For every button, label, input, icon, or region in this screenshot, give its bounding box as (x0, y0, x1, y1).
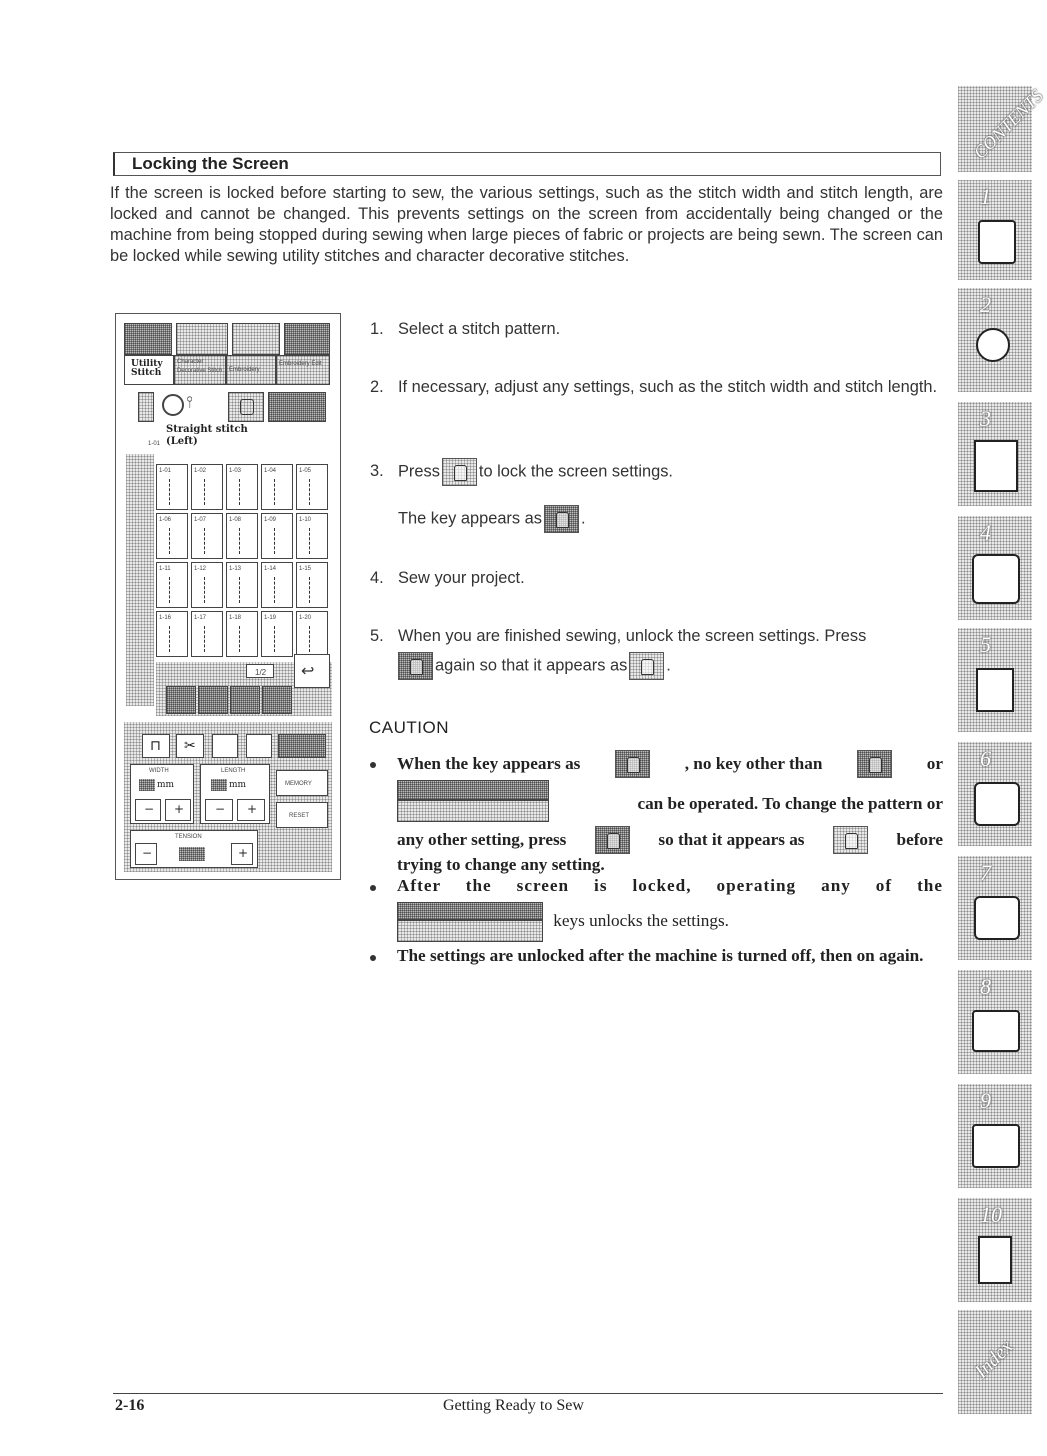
stitch-cell[interactable] (261, 611, 293, 657)
embroidery-edit-mode-key[interactable] (284, 323, 330, 355)
tab-chapter-9[interactable]: 9 (958, 1084, 1032, 1188)
character-mode-key[interactable] (176, 323, 228, 355)
lcd-panel-illustration (115, 313, 341, 880)
stitch-cell-label: 1-10 (299, 517, 312, 523)
tab-chapter-5[interactable]: 5 (958, 628, 1032, 732)
scissors-icon: ✂ (184, 737, 196, 753)
stitch-cell[interactable] (261, 513, 293, 559)
locked-key-inline (857, 750, 892, 778)
lock-key-inline (442, 458, 477, 486)
documents-icon (978, 1236, 1012, 1284)
tension-box: TENSION − + (130, 830, 258, 868)
caution-bullet-1-line-2: can be operated. To change the pattern or (397, 780, 943, 828)
thread-cutter-key[interactable] (176, 734, 204, 758)
stitch-cell-label: 1-18 (229, 615, 242, 621)
step-3: 3. Press to lock the screen settings. (370, 458, 673, 486)
tab-character[interactable]: Character Decorative Stitch (174, 355, 226, 385)
stitch-cell-label: 1-12 (194, 566, 207, 572)
stitch-pattern-icon (309, 577, 318, 603)
stitch-cell[interactable] (191, 611, 223, 657)
stitch-pattern-icon (239, 479, 248, 505)
bullet-dot (370, 762, 376, 768)
length-value (211, 779, 227, 791)
chapter-name: Getting Ready to Sew (443, 1397, 584, 1414)
stitch-cell-label: 1-09 (264, 517, 277, 523)
needle-stop-key[interactable] (212, 734, 238, 758)
stitch-cell-label: 1-08 (229, 517, 242, 523)
width-box: WIDTH mm − + (130, 764, 194, 824)
stitch-cell-label: 1-02 (194, 468, 207, 474)
memory-button[interactable]: MEMORY (276, 770, 328, 796)
stitch-position: (Left) (166, 436, 198, 447)
intro-paragraph: If the screen is locked before starting to sew, the various settings, such as the stitch width and stitch length, are locked and cannot be changed. This prevents settings on the screen from accidentally being changed or the machine from being stopped during sewing when large pieces of fabric or projects are being sewn. The screen can be locked while sewing utility stitches and character decorative stitches. (110, 184, 943, 265)
stitch-pattern-icon (239, 528, 248, 554)
stitch-category-key-2[interactable] (198, 686, 228, 714)
caution-bullet-1-line-3: any other setting, press so that it appears as before (397, 826, 943, 854)
troubleshooting-icon (972, 1124, 1020, 1168)
bullet-dot (370, 955, 376, 961)
tab-contents[interactable]: CONTENTS (958, 86, 1032, 172)
length-box: LENGTH mm − + (200, 764, 270, 824)
tab-embroidery-edit[interactable]: Embroidery Edit (276, 355, 330, 385)
stitch-cell-label: 1-15 (299, 566, 312, 572)
stitch-cell[interactable] (156, 513, 188, 559)
embroidery-frame-icon (976, 668, 1014, 712)
stitch-pattern-icon (169, 479, 178, 505)
tab-chapter-8[interactable]: 8 (958, 970, 1032, 1074)
tab-chapter-3[interactable]: 3 (958, 402, 1032, 506)
step-5-cont: again so that it appears as . (396, 652, 671, 680)
shirt-icon (974, 440, 1018, 492)
stitch-cell[interactable] (191, 513, 223, 559)
stitch-cell[interactable] (226, 611, 258, 657)
screen-lock-key[interactable] (228, 392, 264, 422)
stitch-cell[interactable] (156, 464, 188, 510)
stitch-cell-label: 1-11 (159, 566, 171, 572)
section-title: Locking the Screen (132, 154, 289, 173)
caution-bullet-2-line-2: keys unlocks the settings. (397, 902, 729, 942)
step-1: 1. Select a stitch pattern. (370, 320, 561, 338)
stitch-cell[interactable] (226, 562, 258, 608)
stitch-cell-label: 1-19 (264, 615, 277, 621)
stitch-pattern-icon (274, 479, 283, 505)
caution-title: CAUTION (369, 718, 449, 737)
stitch-cell[interactable] (156, 562, 188, 608)
stitch-pattern-icon (274, 528, 283, 554)
stitch-cell-label: 1-16 (159, 615, 172, 621)
stitch-cell-label: 1-04 (264, 468, 277, 474)
bobbin-icon (162, 394, 184, 416)
mode-keys-illustration (397, 780, 549, 824)
page-turn-icon: ↩ (301, 663, 315, 680)
reverse-stitch-key[interactable] (142, 734, 170, 758)
stitch-cell[interactable] (296, 513, 328, 559)
mode-keys-illustration (397, 902, 549, 942)
stitch-pattern-icon (309, 626, 318, 652)
stitch-cell[interactable] (261, 562, 293, 608)
width-minus-button[interactable]: − (135, 799, 161, 821)
tension-plus-button[interactable]: + (231, 843, 253, 865)
stitch-cell[interactable] (226, 464, 258, 510)
stitch-category-key-3[interactable] (230, 686, 260, 714)
width-value (139, 779, 155, 791)
stitch-cell[interactable] (191, 464, 223, 510)
stitch-pattern-icon (204, 626, 213, 652)
lock-icon (240, 399, 254, 415)
stitch-pattern-icon (274, 626, 283, 652)
tab-utility[interactable]: Utility Stitch (124, 355, 174, 385)
stitch-cell[interactable] (191, 562, 223, 608)
page-turn-key[interactable] (294, 654, 330, 688)
stitch-pattern-icon (309, 479, 318, 505)
stitch-cell-label: 1-13 (229, 566, 242, 572)
caution-bullet-3: The settings are unlocked after the machine is turned off, then on again. (397, 946, 924, 965)
tension-value (179, 847, 205, 861)
lock-key-inline (629, 652, 664, 680)
stitch-pattern-icon (169, 528, 178, 554)
tab-index[interactable]: Index (958, 1310, 1032, 1414)
reverse-icon: ⊓ (150, 737, 161, 753)
footer-divider (113, 1393, 943, 1394)
stitch-pattern-icon (204, 577, 213, 603)
step-3-note: The key appears as . (398, 505, 586, 533)
decorative-shirt-icon (972, 554, 1020, 604)
stitch-cell[interactable] (156, 611, 188, 657)
caution-bullet-2-line-1: After the screen is locked, operating any of the (397, 876, 943, 895)
embroidery-mode-key[interactable] (232, 323, 280, 355)
tab-chapter-2[interactable]: 2 (958, 288, 1032, 392)
stitch-grid (156, 464, 332, 660)
tension-minus-button[interactable]: − (135, 843, 157, 865)
locked-key-inline (398, 652, 433, 680)
stitch-cell[interactable] (296, 464, 328, 510)
caution-bullet-1-line-1: When the key appears as , no key other than or (397, 750, 943, 778)
locked-key-inline (544, 505, 579, 533)
stitch-cell-label: 1-05 (299, 468, 312, 474)
stitch-cell[interactable] (296, 611, 328, 657)
length-plus-button[interactable]: + (237, 799, 265, 821)
tab-chapter-7[interactable]: 7 (958, 856, 1032, 960)
stitch-pattern-icon (169, 626, 178, 652)
stitch-cell[interactable] (261, 464, 293, 510)
tab-chapter-6[interactable]: 6 (958, 742, 1032, 846)
caution-bullet-1-line-4: trying to change any setting. (397, 855, 605, 874)
section-heading (113, 152, 941, 176)
stitch-cell-label: 1-01 (159, 468, 172, 474)
step-5: 5. When you are finished sewing, unlock the screen settings. Press (370, 627, 867, 645)
page-indicator: 1/2 (246, 664, 274, 678)
stitch-cell-label: 1-07 (194, 517, 207, 523)
width-plus-button[interactable]: + (165, 799, 191, 821)
stitch-cell-label: 1-06 (159, 517, 172, 523)
maintenance-icon (972, 1010, 1020, 1052)
lock-key-inline (833, 826, 868, 854)
stitch-cell-label: 1-17 (194, 615, 207, 621)
length-minus-button[interactable]: − (205, 799, 233, 821)
sewing-machine-icon (978, 220, 1016, 264)
stitch-cell[interactable] (296, 562, 328, 608)
stitch-pattern-icon (204, 528, 213, 554)
tab-chapter-1[interactable]: 1 (958, 180, 1032, 280)
stitch-category-key-1[interactable] (166, 686, 196, 714)
tab-chapter-4[interactable]: 4 (958, 516, 1032, 620)
locked-key-inline (595, 826, 630, 854)
stitch-cell-label: 1-14 (264, 566, 277, 572)
thread-spool-icon (976, 328, 1010, 362)
needle-position-icon: ⫯ (186, 394, 193, 411)
mirror-key[interactable] (268, 392, 326, 422)
edit-shirt-icon (974, 896, 1020, 940)
page-number: 2-16 (115, 1397, 145, 1414)
presser-foot-icon (138, 392, 154, 422)
stitch-category-key-4[interactable] (262, 686, 292, 714)
embroidery-shirt-icon (974, 782, 1020, 826)
reinforcement-key[interactable] (246, 734, 272, 758)
utility-mode-key[interactable] (124, 323, 172, 355)
stitch-pattern-icon (239, 626, 248, 652)
stitch-cell-label: 1-03 (229, 468, 242, 474)
step-4: 4. Sew your project. (370, 569, 525, 587)
step-2: 2. If necessary, adjust any settings, such as the stitch width and stitch length. (370, 378, 938, 396)
tab-chapter-10[interactable]: 10 (958, 1198, 1032, 1302)
stitch-pattern-icon (309, 528, 318, 554)
stitch-pattern-icon (204, 479, 213, 505)
stitch-pattern-icon (169, 577, 178, 603)
locked-key-inline (615, 750, 650, 778)
stitch-name: Straight stitch (166, 424, 248, 435)
stitch-pattern-icon (274, 577, 283, 603)
twin-needle-key[interactable] (278, 734, 326, 758)
bullet-dot (370, 885, 376, 891)
tab-embroidery[interactable]: Embroidery (226, 355, 276, 385)
stitch-cell-label: 1-20 (299, 615, 312, 621)
stitch-code: 1-01 (148, 441, 161, 447)
reset-button[interactable]: RESET (276, 802, 328, 828)
stitch-cell[interactable] (226, 513, 258, 559)
stitch-pattern-icon (239, 577, 248, 603)
stitch-preview-area (126, 454, 154, 706)
